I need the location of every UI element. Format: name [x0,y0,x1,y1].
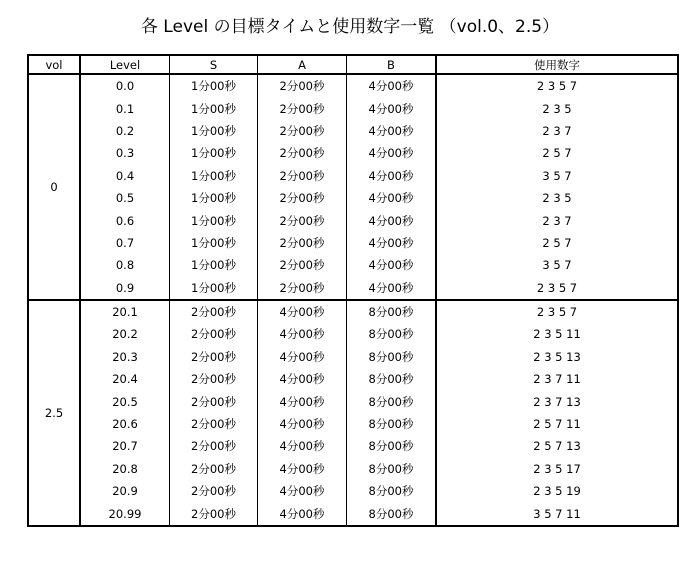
level-cell: 0.8 [80,254,170,276]
header-row [28,55,678,74]
s-time-cell: 2分00秒 [170,480,258,502]
a-time-cell: 2分00秒 [258,120,347,142]
table-row [28,142,678,164]
numbers-cell: 2 3 5 7 [436,300,678,323]
numbers-cell: 2 3 5 7 [436,277,678,300]
s-time-cell: 2分00秒 [170,458,258,480]
numbers-cell: 2 5 7 [436,232,678,254]
b-time-cell: 4分00秒 [347,232,437,254]
numbers-cell: 2 3 7 [436,209,678,231]
numbers-cell: 2 3 5 19 [436,480,678,502]
vol-cell: 0 [28,74,80,300]
numbers-cell: 2 3 5 11 [436,323,678,345]
a-time-cell: 2分00秒 [258,209,347,231]
header-level: Level [80,55,170,74]
s-time-cell: 1分00秒 [170,165,258,187]
s-time-cell: 1分00秒 [170,74,258,97]
a-time-cell: 2分00秒 [258,254,347,276]
table-row [28,97,678,119]
table-row [28,209,678,231]
numbers-cell: 2 3 5 [436,97,678,119]
level-cell: 0.2 [80,120,170,142]
level-cell: 20.3 [80,346,170,368]
s-time-cell: 1分00秒 [170,209,258,231]
s-time-cell: 2分00秒 [170,346,258,368]
b-time-cell: 4分00秒 [347,254,437,276]
s-time-cell: 2分00秒 [170,368,258,390]
level-cell: 20.8 [80,458,170,480]
a-time-cell: 2分00秒 [258,142,347,164]
level-cell: 0.3 [80,142,170,164]
table-row [28,277,678,300]
b-time-cell: 8分00秒 [347,323,437,345]
a-time-cell: 4分00秒 [258,435,347,457]
b-time-cell: 4分00秒 [347,165,437,187]
a-time-cell: 2分00秒 [258,97,347,119]
table-row [28,254,678,276]
s-time-cell: 2分00秒 [170,390,258,412]
level-cell: 0.7 [80,232,170,254]
table-row [28,480,678,502]
s-time-cell: 2分00秒 [170,435,258,457]
level-cell: 20.9 [80,480,170,502]
s-time-cell: 1分00秒 [170,254,258,276]
level-cell: 20.99 [80,502,170,525]
level-cell: 20.4 [80,368,170,390]
vol-cell: 2.5 [28,300,80,526]
level-table [27,54,679,527]
a-time-cell: 2分00秒 [258,277,347,300]
numbers-cell: 3 5 7 [436,254,678,276]
level-cell: 0.0 [80,74,170,97]
s-time-cell: 2分00秒 [170,300,258,323]
table-row [28,435,678,457]
a-time-cell: 2分00秒 [258,74,347,97]
table-row [28,120,678,142]
table-row [28,300,678,323]
b-time-cell: 8分00秒 [347,300,437,323]
a-time-cell: 4分00秒 [258,368,347,390]
header-a: A [258,55,347,74]
numbers-cell: 2 3 5 17 [436,458,678,480]
level-cell: 0.9 [80,277,170,300]
s-time-cell: 1分00秒 [170,232,258,254]
b-time-cell: 4分00秒 [347,120,437,142]
level-cell: 20.1 [80,300,170,323]
a-time-cell: 4分00秒 [258,502,347,525]
b-time-cell: 8分00秒 [347,502,437,525]
b-time-cell: 4分00秒 [347,74,437,97]
level-cell: 20.5 [80,390,170,412]
b-time-cell: 8分00秒 [347,368,437,390]
numbers-cell: 2 3 5 7 [436,74,678,97]
b-time-cell: 4分00秒 [347,97,437,119]
numbers-cell: 2 3 5 [436,187,678,209]
a-time-cell: 4分00秒 [258,480,347,502]
table-row [28,458,678,480]
table-row [28,74,678,97]
numbers-cell: 2 5 7 13 [436,435,678,457]
s-time-cell: 2分00秒 [170,502,258,525]
table-row [28,232,678,254]
header-vol: vol [28,55,80,74]
a-time-cell: 4分00秒 [258,458,347,480]
s-time-cell: 2分00秒 [170,323,258,345]
header-s: S [170,55,258,74]
numbers-cell: 2 3 5 13 [436,346,678,368]
table-row [28,368,678,390]
table-row [28,165,678,187]
b-time-cell: 8分00秒 [347,346,437,368]
level-cell: 0.4 [80,165,170,187]
numbers-cell: 2 3 7 [436,120,678,142]
table-row [28,413,678,435]
level-cell: 20.2 [80,323,170,345]
a-time-cell: 4分00秒 [258,413,347,435]
b-time-cell: 4分00秒 [347,209,437,231]
table-row [28,502,678,525]
table-row [28,390,678,412]
header-numbers: 使用数字 [436,55,678,74]
numbers-cell: 3 5 7 11 [436,502,678,525]
a-time-cell: 2分00秒 [258,187,347,209]
level-cell: 20.6 [80,413,170,435]
b-time-cell: 4分00秒 [347,187,437,209]
page-title: 各 Level の目標タイムと使用数字一覧 （vol.0、2.5） [140,17,560,37]
b-time-cell: 8分00秒 [347,435,437,457]
b-time-cell: 8分00秒 [347,413,437,435]
table-row [28,187,678,209]
header-b: B [347,55,437,74]
b-time-cell: 8分00秒 [347,480,437,502]
a-time-cell: 2分00秒 [258,165,347,187]
level-cell: 20.7 [80,435,170,457]
numbers-cell: 3 5 7 [436,165,678,187]
a-time-cell: 2分00秒 [258,232,347,254]
a-time-cell: 4分00秒 [258,390,347,412]
level-cell: 0.5 [80,187,170,209]
a-time-cell: 4分00秒 [258,346,347,368]
s-time-cell: 1分00秒 [170,277,258,300]
numbers-cell: 2 3 7 13 [436,390,678,412]
b-time-cell: 8分00秒 [347,390,437,412]
table-row [28,323,678,345]
numbers-cell: 2 5 7 [436,142,678,164]
s-time-cell: 1分00秒 [170,187,258,209]
a-time-cell: 4分00秒 [258,323,347,345]
s-time-cell: 2分00秒 [170,413,258,435]
a-time-cell: 4分00秒 [258,300,347,323]
b-time-cell: 8分00秒 [347,458,437,480]
s-time-cell: 1分00秒 [170,97,258,119]
numbers-cell: 2 3 7 11 [436,368,678,390]
level-cell: 0.6 [80,209,170,231]
s-time-cell: 1分00秒 [170,142,258,164]
table-row [28,346,678,368]
level-cell: 0.1 [80,97,170,119]
numbers-cell: 2 5 7 11 [436,413,678,435]
b-time-cell: 4分00秒 [347,277,437,300]
b-time-cell: 4分00秒 [347,142,437,164]
s-time-cell: 1分00秒 [170,120,258,142]
